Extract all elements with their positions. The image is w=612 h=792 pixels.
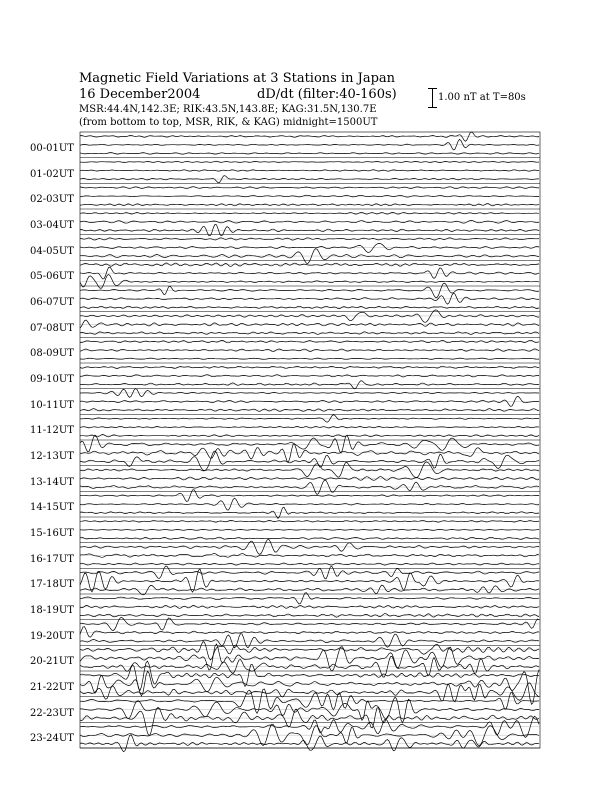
hour-label: 15-16UT — [30, 528, 74, 539]
hour-label: 08-09UT — [30, 348, 74, 360]
scale-label: 1.00 nT at T=80s — [438, 92, 526, 103]
waveform-trace — [80, 170, 539, 172]
hour-label: 23-24UT — [30, 733, 74, 745]
hour-label: 17-18UT — [30, 579, 74, 591]
waveform-trace — [80, 462, 539, 478]
hour-label: 22-23UT — [30, 707, 74, 719]
hour-label: 19-20UT — [30, 630, 74, 642]
station-order-note: (from bottom to top, MSR, RIK, & KAG) midnight=1500UT — [79, 117, 378, 128]
waveform-trace — [80, 132, 539, 141]
waveform-trace — [80, 396, 539, 406]
waveform-trace — [80, 283, 539, 297]
station-coordinates: MSR:44.4N,142.3E; RIK:43.5N,143.8E; KAG:31.5N,130.7E — [79, 104, 377, 115]
chart-title: Magnetic Field Variations at 3 Stations in Japan — [79, 71, 396, 86]
hour-label: 04-05UT — [30, 245, 74, 257]
waveform-trace — [80, 627, 539, 637]
hour-label: 12-13UT — [30, 451, 74, 462]
hour-label: 02-03UT — [30, 194, 74, 206]
hour-label: 07-08UT — [30, 322, 74, 334]
waveform-trace — [80, 415, 539, 422]
hour-label: 01-02UT — [30, 168, 74, 180]
waveform-trace — [80, 716, 539, 737]
waveform-trace — [80, 661, 539, 690]
hour-label: 14-15UT — [30, 502, 74, 514]
waveform-trace — [80, 634, 539, 648]
hour-label: 11-12UT — [30, 425, 74, 437]
filter-label: dD/dt (filter:40-160s) — [257, 87, 397, 102]
waveform-trace — [80, 293, 539, 304]
waveform-trace — [80, 320, 539, 328]
waveform-trace — [80, 224, 539, 236]
waveform-trace — [80, 480, 539, 494]
hour-label: 21-22UT — [30, 682, 74, 693]
waveform-trace — [80, 381, 539, 389]
hour-label: 20-21UT — [30, 656, 74, 668]
hour-label: 13-14UT — [30, 476, 74, 488]
hour-label: 03-04UT — [30, 220, 74, 231]
date-label: 16 December2004 — [79, 87, 201, 102]
waveform-trace — [80, 585, 539, 595]
waveform-trace — [80, 243, 539, 252]
hour-label: 10-11UT — [30, 399, 74, 411]
waveform-trace — [80, 707, 539, 735]
waveform-trace — [80, 735, 539, 752]
waveform-trace — [80, 139, 539, 150]
hour-label: 00-01UT — [30, 143, 74, 154]
waveform-trace — [80, 375, 539, 377]
waveform-trace — [80, 274, 539, 288]
waveform-trace — [80, 435, 539, 453]
hour-label: 06-07UT — [30, 297, 74, 308]
waveform-trace — [80, 670, 539, 705]
hour-label: 16-17UT — [30, 553, 74, 565]
waveform-trace — [80, 451, 539, 471]
hour-label: 18-19UT — [30, 605, 74, 616]
hour-label: 09-10UT — [30, 374, 74, 385]
hour-label: 05-06UT — [30, 271, 74, 283]
